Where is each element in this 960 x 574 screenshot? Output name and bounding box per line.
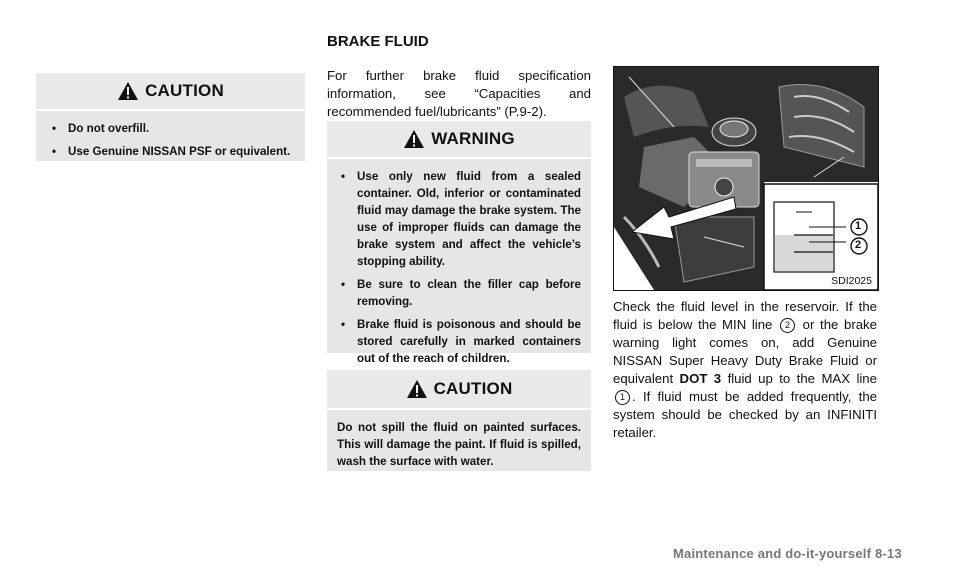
warning-box	[327, 121, 591, 365]
list-item: • Do not overfill.	[52, 122, 150, 135]
list-item: • Use Genuine NISSAN PSF or equivalent.	[52, 145, 291, 158]
caution-header	[36, 73, 305, 111]
check-text-3: fluid up to the MAX line	[727, 371, 877, 386]
list-item: • Use only new fluid from a sealed container. Old, inferior or contaminated fluid may damage the brake system. The use of improper fluids can damage the brake system and affect the vehicle’s stopping ability.	[341, 170, 581, 268]
caution-box-mid	[327, 370, 591, 471]
brake-reservoir-figure	[613, 66, 879, 291]
list-item: • Brake fluid is poisonous and should be stored carefully in marked containers out of the reach of children.	[341, 318, 581, 365]
list-item: • Be sure to clean the filler cap before removing.	[341, 278, 581, 308]
check-paragraph	[613, 298, 877, 442]
check-text-4: . If fluid must be added frequently, the system should be checked by an INFINITI retailer.	[613, 389, 877, 440]
callout-2: 2	[855, 239, 862, 251]
figure-code: SDI2025	[831, 275, 872, 287]
marker-2: 2	[780, 318, 795, 333]
engine-bay-illustration	[614, 67, 878, 290]
section-heading: BRAKE FLUID	[327, 33, 429, 50]
warning-title: WARNING	[431, 129, 515, 148]
marker-1: 1	[615, 390, 630, 405]
caution-title: CAUTION	[145, 81, 224, 100]
check-text-2: or the brake warning light comes on, add Genuine NISSAN Super Heavy Duty Brake Fluid or equivalent	[613, 317, 877, 386]
intro-paragraph: For further brake fluid specification information, see “Capacities and recommended fuel/lubricants” (P.9-2).	[327, 68, 591, 119]
warning-header	[327, 121, 591, 159]
caution-header	[327, 370, 591, 410]
callout-1: 1	[855, 220, 862, 232]
warning-triangle-icon	[406, 379, 428, 399]
warning-triangle-icon	[117, 81, 139, 101]
dot3-label: DOT 3	[679, 371, 722, 386]
check-text-1: Check the fluid level in the reservoir. If the fluid is below the MIN line	[613, 299, 877, 332]
warning-list	[327, 159, 591, 367]
caution-title: CAUTION	[433, 379, 513, 398]
warning-triangle-icon	[403, 129, 425, 149]
caution-text: Do not spill the fluid on painted surfaces. This will damage the paint. If fluid is spilled, wash the surface with water.	[337, 421, 581, 468]
page-footer: Maintenance and do-it-yourself 8-13	[673, 546, 902, 561]
caution-box-left	[36, 73, 305, 161]
caution-list	[36, 111, 305, 160]
